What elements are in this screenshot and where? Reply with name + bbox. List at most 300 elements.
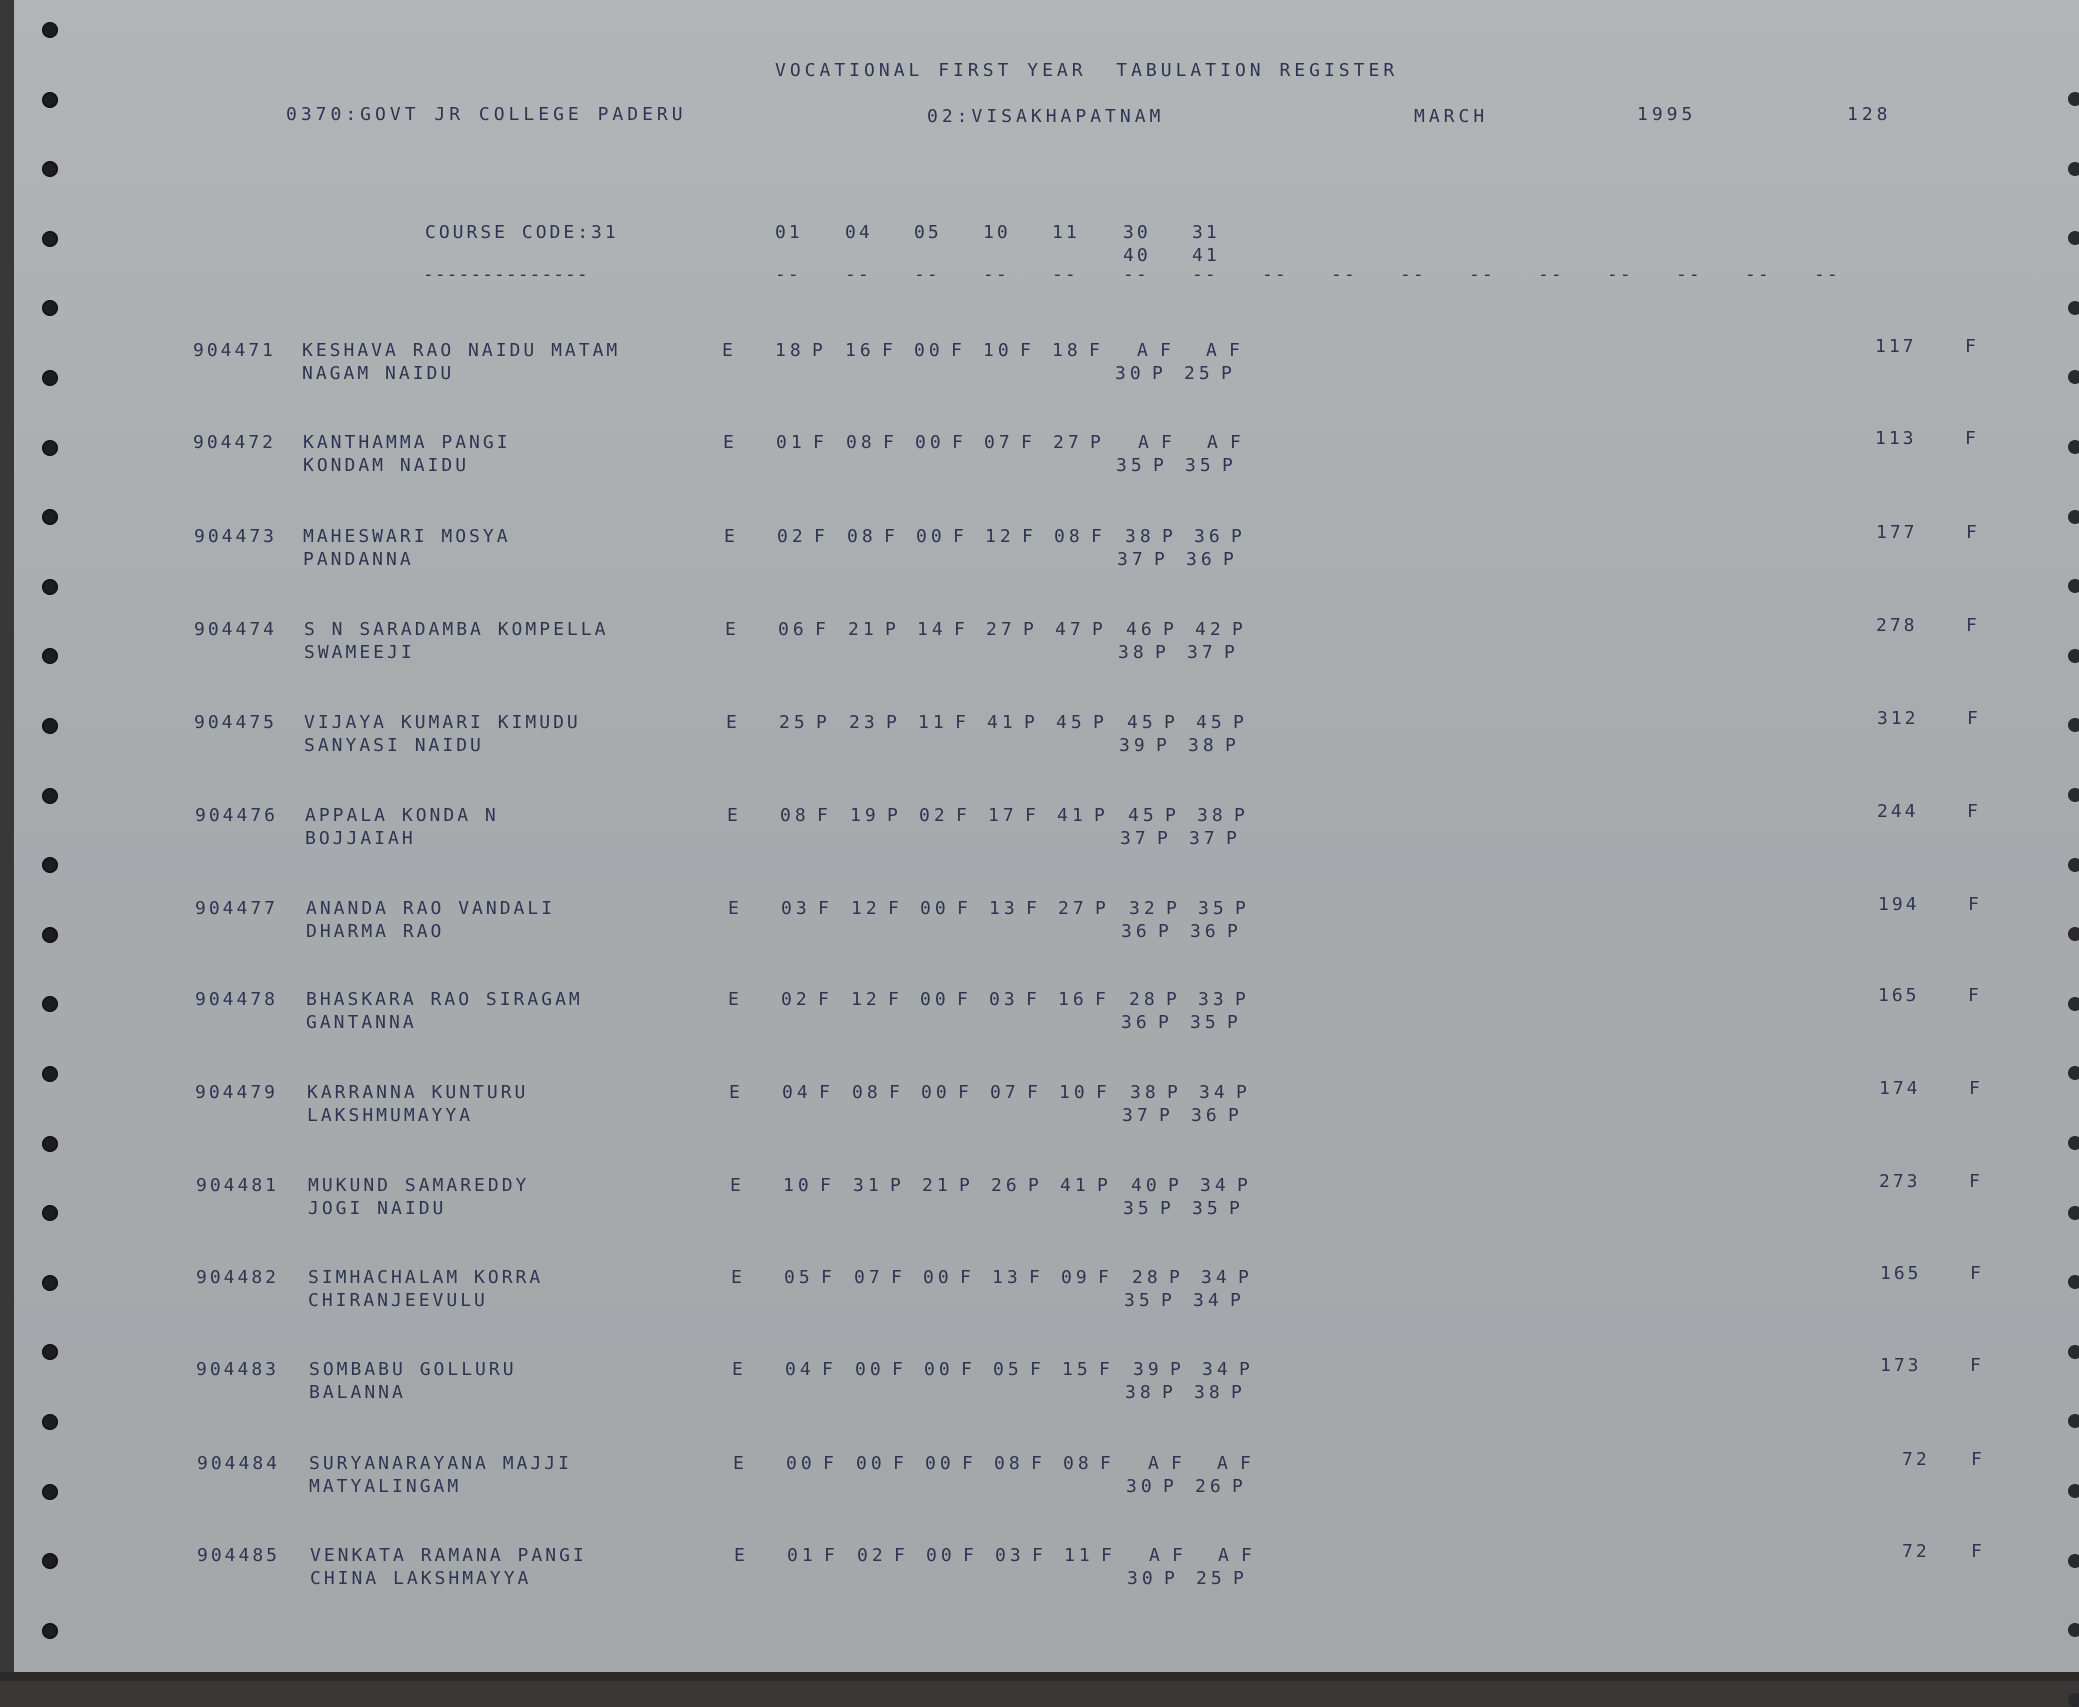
subject-status: F <box>1101 1545 1112 1566</box>
subject-status: F <box>1229 340 1240 361</box>
tractor-hole <box>2068 510 2079 524</box>
total-marks: 177 <box>1876 522 1918 543</box>
subject-mark: 10 <box>983 340 1013 361</box>
practical-status: P <box>1162 1382 1173 1403</box>
subject-status: F <box>1026 989 1037 1010</box>
practical-mark: 25 <box>1184 363 1214 384</box>
medium-code: E <box>733 1453 744 1474</box>
subject-status: F <box>957 989 968 1010</box>
subject-status: P <box>1169 1267 1180 1288</box>
tractor-hole <box>2068 92 2079 106</box>
tractor-hole <box>2068 718 2079 732</box>
subject-mark: 34 <box>1202 1359 1232 1380</box>
subject-status: F <box>953 526 964 547</box>
practical-status: P <box>1231 1382 1242 1403</box>
subject-status: P <box>1024 712 1035 733</box>
district-name: 02:VISAKHAPATNAM <box>927 106 1165 127</box>
subject-mark: 28 <box>1132 1267 1162 1288</box>
subject-status: F <box>888 898 899 919</box>
subject-status: F <box>1027 1082 1038 1103</box>
subject-status: F <box>951 340 962 361</box>
subject-code-header: 31 <box>1192 222 1220 243</box>
header-dash: -- <box>1676 264 1702 285</box>
tractor-hole <box>2068 1345 2079 1359</box>
subject-status: F <box>1091 526 1102 547</box>
subject-code-header: 41 <box>1192 245 1220 266</box>
tractor-hole <box>2068 301 2079 315</box>
subject-status: P <box>1236 1082 1247 1103</box>
practical-status: P <box>1221 363 1232 384</box>
tractor-hole <box>42 231 58 247</box>
practical-mark: 30 <box>1127 1568 1157 1589</box>
header-dash: -- <box>1123 264 1149 285</box>
subject-mark: 06 <box>778 619 808 640</box>
subject-status: F <box>1241 1545 1252 1566</box>
practical-status: P <box>1223 549 1234 570</box>
result-code: F <box>1965 428 1976 449</box>
subject-mark: A <box>1148 1453 1163 1474</box>
subject-mark: 18 <box>1052 340 1082 361</box>
practical-mark: 35 <box>1123 1198 1153 1219</box>
subject-status: F <box>813 432 824 453</box>
parent-name: BALANNA <box>309 1382 406 1403</box>
subject-status: F <box>819 1082 830 1103</box>
medium-code: E <box>734 1545 745 1566</box>
student-name: KANTHAMMA PANGI <box>303 432 511 453</box>
roll-number: 904484 <box>197 1453 281 1474</box>
student-name: MUKUND SAMAREDDY <box>308 1175 530 1196</box>
subject-status: F <box>817 805 828 826</box>
subject-mark: 42 <box>1195 619 1225 640</box>
subject-status: P <box>1235 898 1246 919</box>
tractor-hole <box>2068 1484 2079 1498</box>
total-marks: 165 <box>1878 985 1920 1006</box>
subject-status: P <box>1168 1175 1179 1196</box>
subject-status: P <box>1235 989 1246 1010</box>
total-marks: 72 <box>1902 1449 1930 1470</box>
student-name: KARRANNA KUNTURU <box>307 1082 529 1103</box>
subject-mark: 28 <box>1129 989 1159 1010</box>
subject-status: P <box>1166 989 1177 1010</box>
subject-code-header: 30 <box>1123 222 1151 243</box>
subject-mark: 10 <box>1059 1082 1089 1103</box>
student-name: MAHESWARI MOSYA <box>303 526 511 547</box>
subject-status: P <box>885 619 896 640</box>
result-code: F <box>1971 1449 1982 1470</box>
subject-mark: 34 <box>1199 1082 1229 1103</box>
subject-mark: 00 <box>924 1359 954 1380</box>
roll-number: 904479 <box>195 1082 279 1103</box>
subject-mark: 03 <box>781 898 811 919</box>
subject-mark: A <box>1206 340 1221 361</box>
subject-mark: 17 <box>988 805 1018 826</box>
medium-code: E <box>731 1267 742 1288</box>
subject-code-header: 04 <box>845 222 873 243</box>
subject-code-header: 05 <box>914 222 942 243</box>
subject-mark: 00 <box>915 432 945 453</box>
header-dash: -- <box>1262 264 1288 285</box>
medium-code: E <box>728 989 739 1010</box>
subject-status: F <box>893 1453 904 1474</box>
subject-status: F <box>1031 1453 1042 1474</box>
medium-code: E <box>728 898 739 919</box>
tractor-hole <box>2068 649 2079 663</box>
student-name: S N SARADAMBA KOMPELLA <box>304 619 609 640</box>
practical-mark: 38 <box>1194 1382 1224 1403</box>
result-code: F <box>1969 1171 1980 1192</box>
subject-mark: 08 <box>1054 526 1084 547</box>
subject-status: F <box>888 989 899 1010</box>
roll-number: 904472 <box>193 432 277 453</box>
total-marks: 165 <box>1880 1263 1922 1284</box>
subject-code-header: 01 <box>775 222 803 243</box>
student-name: SOMBABU GOLLURU <box>309 1359 517 1380</box>
practical-mark: 34 <box>1193 1290 1223 1311</box>
practical-mark: 38 <box>1118 642 1148 663</box>
result-code: F <box>1970 1355 1981 1376</box>
subject-mark: 16 <box>845 340 875 361</box>
practical-status: P <box>1158 921 1169 942</box>
tractor-hole <box>2068 1275 2079 1289</box>
subject-mark: 08 <box>847 526 877 547</box>
subject-status: P <box>890 1175 901 1196</box>
subject-status: F <box>1172 1545 1183 1566</box>
roll-number: 904481 <box>196 1175 280 1196</box>
subject-mark: 01 <box>776 432 806 453</box>
tractor-hole <box>42 927 58 943</box>
practical-mark: 35 <box>1190 1012 1220 1033</box>
subject-status: P <box>1097 1175 1108 1196</box>
tractor-hole <box>2068 440 2079 454</box>
subject-mark: 39 <box>1133 1359 1163 1380</box>
practical-mark: 38 <box>1125 1382 1155 1403</box>
medium-code: E <box>729 1082 740 1103</box>
parent-name: SANYASI NAIDU <box>304 735 484 756</box>
subject-status: F <box>1160 340 1171 361</box>
subject-status: F <box>1032 1545 1043 1566</box>
subject-mark: 21 <box>922 1175 952 1196</box>
subject-mark: 45 <box>1128 805 1158 826</box>
medium-code: E <box>722 340 733 361</box>
subject-mark: 33 <box>1198 989 1228 1010</box>
subject-status: F <box>1021 432 1032 453</box>
subject-mark: 00 <box>925 1453 955 1474</box>
subject-status: P <box>1095 898 1106 919</box>
practical-mark: 36 <box>1191 1105 1221 1126</box>
subject-status: P <box>1166 898 1177 919</box>
subject-mark: 12 <box>851 898 881 919</box>
subject-mark: 31 <box>853 1175 883 1196</box>
subject-mark: 23 <box>849 712 879 733</box>
tractor-hole <box>2068 997 2079 1011</box>
subject-status: P <box>1093 712 1104 733</box>
total-marks: 312 <box>1877 708 1919 729</box>
subject-mark: 04 <box>785 1359 815 1380</box>
subject-mark: 00 <box>926 1545 956 1566</box>
parent-name: DHARMA RAO <box>306 921 445 942</box>
subject-mark: 00 <box>914 340 944 361</box>
roll-number: 904485 <box>197 1545 281 1566</box>
subject-mark: 16 <box>1058 989 1088 1010</box>
student-name: VENKATA RAMANA PANGI <box>310 1545 587 1566</box>
subject-status: F <box>961 1359 972 1380</box>
subject-status: P <box>1167 1082 1178 1103</box>
practical-mark: 35 <box>1185 455 1215 476</box>
subject-mark: 45 <box>1056 712 1086 733</box>
header-dash: -- <box>845 264 871 285</box>
practical-status: P <box>1159 1105 1170 1126</box>
tractor-hole <box>2068 1206 2079 1220</box>
roll-number: 904476 <box>195 805 279 826</box>
subject-status: F <box>815 619 826 640</box>
subject-status: P <box>816 712 827 733</box>
subject-status: F <box>892 1359 903 1380</box>
subject-status: F <box>1230 432 1241 453</box>
subject-mark: 41 <box>987 712 1017 733</box>
subject-status: P <box>1170 1359 1181 1380</box>
header-dash: -- <box>1331 264 1357 285</box>
subject-mark: 46 <box>1126 619 1156 640</box>
result-code: F <box>1968 894 1979 915</box>
subject-status: F <box>814 526 825 547</box>
result-code: F <box>1967 708 1978 729</box>
parent-name: BOJJAIAH <box>305 828 416 849</box>
subject-status: P <box>1231 526 1242 547</box>
practical-status: P <box>1232 1476 1243 1497</box>
subject-mark: 45 <box>1196 712 1226 733</box>
subject-mark: 02 <box>919 805 949 826</box>
header-dash: -- <box>983 264 1009 285</box>
tractor-hole <box>42 1136 58 1152</box>
tractor-hole <box>2068 927 2079 941</box>
subject-status: P <box>1163 619 1174 640</box>
practical-status: P <box>1164 1568 1175 1589</box>
student-name: SURYANARAYANA MAJJI <box>309 1453 572 1474</box>
subject-mark: 32 <box>1129 898 1159 919</box>
practical-status: P <box>1227 1012 1238 1033</box>
subject-status: F <box>1095 989 1106 1010</box>
page-number: 128 <box>1847 104 1892 125</box>
subject-status: F <box>821 1267 832 1288</box>
subject-mark: 19 <box>850 805 880 826</box>
practical-mark: 26 <box>1195 1476 1225 1497</box>
practical-status: P <box>1157 828 1168 849</box>
course-underline: -------------- <box>423 264 589 285</box>
tractor-hole <box>42 579 58 595</box>
practical-mark: 37 <box>1187 642 1217 663</box>
practical-mark: 30 <box>1126 1476 1156 1497</box>
subject-status: F <box>955 712 966 733</box>
subject-mark: 07 <box>984 432 1014 453</box>
student-name: KESHAVA RAO NAIDU MATAM <box>302 340 621 361</box>
subject-mark: 21 <box>848 619 878 640</box>
roll-number: 904471 <box>193 340 277 361</box>
tractor-hole <box>42 718 58 734</box>
practical-mark: 35 <box>1192 1198 1222 1219</box>
total-marks: 278 <box>1876 615 1918 636</box>
student-name: VIJAYA KUMARI KIMUDU <box>304 712 581 733</box>
subject-mark: 13 <box>992 1267 1022 1288</box>
subject-mark: 12 <box>985 526 1015 547</box>
table-surface <box>0 1672 2079 1681</box>
parent-name: LAKSHMUMAYYA <box>307 1105 474 1126</box>
subject-status: P <box>1165 805 1176 826</box>
parent-name: JOGI NAIDU <box>308 1198 447 1219</box>
subject-mark: 36 <box>1194 526 1224 547</box>
result-code: F <box>1966 522 1977 543</box>
college-name: 0370:GOVT JR COLLEGE PADERU <box>286 104 687 125</box>
header-dash: -- <box>1192 264 1218 285</box>
subject-mark: 34 <box>1200 1175 1230 1196</box>
subject-status: P <box>1094 805 1105 826</box>
roll-number: 904474 <box>194 619 278 640</box>
practical-status: P <box>1153 455 1164 476</box>
parent-name: MATYALINGAM <box>309 1476 462 1497</box>
tractor-hole <box>2068 1554 2079 1568</box>
parent-name: PANDANNA <box>303 549 414 570</box>
subject-status: F <box>1089 340 1100 361</box>
subject-mark: 00 <box>916 526 946 547</box>
header-dash: -- <box>914 264 940 285</box>
result-code: F <box>1970 1263 1981 1284</box>
subject-mark: 10 <box>783 1175 813 1196</box>
tractor-hole <box>2068 788 2079 802</box>
header-dash: -- <box>1814 264 1840 285</box>
subject-status: P <box>1237 1175 1248 1196</box>
tractor-hole <box>42 1484 58 1500</box>
subject-mark: 11 <box>1064 1545 1094 1566</box>
practical-mark: 35 <box>1116 455 1146 476</box>
subject-mark: 41 <box>1057 805 1087 826</box>
parent-name: GANTANNA <box>306 1012 417 1033</box>
subject-mark: 27 <box>1058 898 1088 919</box>
medium-code: E <box>732 1359 743 1380</box>
subject-mark: 15 <box>1062 1359 1092 1380</box>
subject-mark: 26 <box>991 1175 1021 1196</box>
subject-mark: 08 <box>846 432 876 453</box>
practical-mark: 37 <box>1189 828 1219 849</box>
subject-mark: 12 <box>851 989 881 1010</box>
subject-mark: 05 <box>993 1359 1023 1380</box>
subject-status: P <box>1238 1267 1249 1288</box>
subject-mark: 00 <box>855 1359 885 1380</box>
roll-number: 904482 <box>196 1267 280 1288</box>
parent-name: CHINA LAKSHMAYYA <box>310 1568 532 1589</box>
subject-status: F <box>823 1453 834 1474</box>
practical-status: P <box>1227 921 1238 942</box>
practical-status: P <box>1160 1198 1171 1219</box>
subject-mark: 00 <box>786 1453 816 1474</box>
subject-mark: 08 <box>780 805 810 826</box>
subject-status: F <box>889 1082 900 1103</box>
student-name: ANANDA RAO VANDALI <box>306 898 556 919</box>
subject-status: F <box>894 1545 905 1566</box>
subject-mark: 35 <box>1198 898 1228 919</box>
practical-status: P <box>1226 828 1237 849</box>
total-marks: 72 <box>1902 1541 1930 1562</box>
subject-status: F <box>818 989 829 1010</box>
subject-mark: 27 <box>1053 432 1083 453</box>
tractor-hole <box>42 22 58 38</box>
practical-mark: 37 <box>1120 828 1150 849</box>
header-dash: -- <box>1052 264 1078 285</box>
header-dash: -- <box>775 264 801 285</box>
medium-code: E <box>730 1175 741 1196</box>
subject-status: P <box>959 1175 970 1196</box>
subject-status: F <box>1099 1359 1110 1380</box>
practical-status: P <box>1152 363 1163 384</box>
subject-mark: 00 <box>856 1453 886 1474</box>
roll-number: 904477 <box>195 898 279 919</box>
total-marks: 173 <box>1880 1355 1922 1376</box>
subject-status: F <box>1098 1267 1109 1288</box>
exam-year: 1995 <box>1637 104 1697 125</box>
subject-status: F <box>1171 1453 1182 1474</box>
tractor-hole <box>42 1623 58 1639</box>
subject-status: F <box>1240 1453 1251 1474</box>
practical-status: P <box>1233 1568 1244 1589</box>
practical-mark: 25 <box>1196 1568 1226 1589</box>
practical-mark: 35 <box>1124 1290 1154 1311</box>
tractor-hole <box>42 1414 58 1430</box>
practical-mark: 30 <box>1115 363 1145 384</box>
practical-status: P <box>1230 1290 1241 1311</box>
subject-status: F <box>957 898 968 919</box>
subject-status: P <box>1232 619 1243 640</box>
exam-month: MARCH <box>1414 106 1489 127</box>
parent-name: KONDAM NAIDU <box>303 455 470 476</box>
subject-status: F <box>952 432 963 453</box>
subject-mark: 00 <box>921 1082 951 1103</box>
subject-status: F <box>1100 1453 1111 1474</box>
practical-mark: 37 <box>1117 549 1147 570</box>
practical-status: P <box>1225 735 1236 756</box>
header-dash: -- <box>1745 264 1771 285</box>
subject-mark: 01 <box>787 1545 817 1566</box>
subject-status: F <box>1025 805 1036 826</box>
result-code: F <box>1971 1541 1982 1562</box>
practical-status: P <box>1222 455 1233 476</box>
tractor-hole <box>2068 370 2079 384</box>
subject-mark: 08 <box>994 1453 1024 1474</box>
practical-mark: 36 <box>1121 921 1151 942</box>
total-marks: 244 <box>1877 801 1919 822</box>
parent-name: NAGAM NAIDU <box>302 363 455 384</box>
subject-mark: 02 <box>781 989 811 1010</box>
subject-status: F <box>1026 898 1037 919</box>
subject-status: P <box>812 340 823 361</box>
subject-mark: 34 <box>1201 1267 1231 1288</box>
parent-name: CHIRANJEEVULU <box>308 1290 488 1311</box>
subject-mark: A <box>1138 432 1153 453</box>
subject-mark: 13 <box>989 898 1019 919</box>
subject-mark: A <box>1207 432 1222 453</box>
result-code: F <box>1969 1078 1980 1099</box>
roll-number: 904483 <box>196 1359 280 1380</box>
tractor-hole <box>42 788 58 804</box>
subject-mark: 07 <box>990 1082 1020 1103</box>
subject-mark: 05 <box>784 1267 814 1288</box>
practical-mark: 37 <box>1122 1105 1152 1126</box>
medium-code: E <box>723 432 734 453</box>
tractor-hole <box>2068 1414 2079 1428</box>
subject-status: P <box>1239 1359 1250 1380</box>
subject-status: P <box>1164 712 1175 733</box>
subject-mark: A <box>1217 1453 1232 1474</box>
student-name: BHASKARA RAO SIRAGAM <box>306 989 583 1010</box>
tractor-hole <box>2068 231 2079 245</box>
tractor-hole <box>42 440 58 456</box>
